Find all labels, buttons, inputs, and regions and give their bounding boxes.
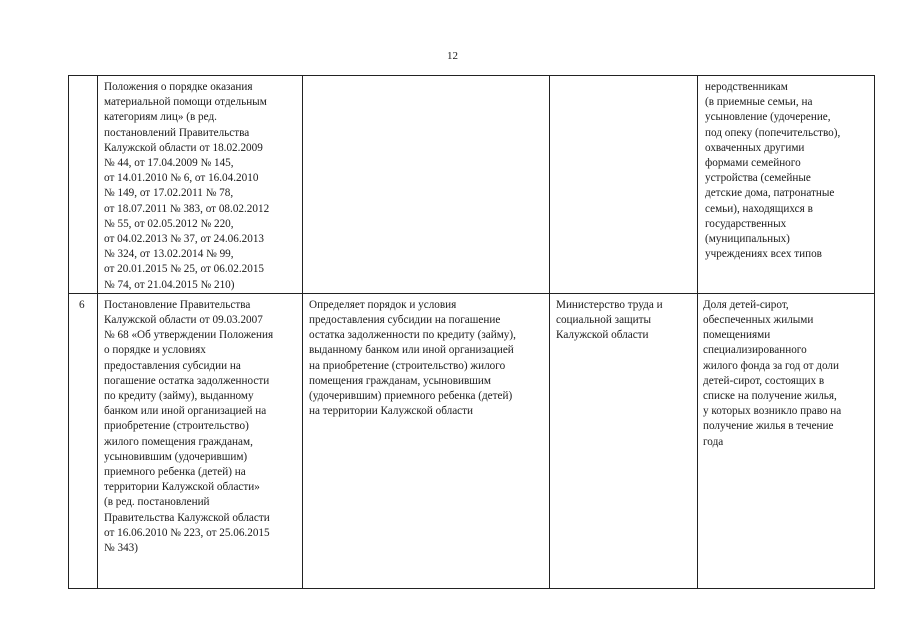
indicator-line: (в приемные семьи, на [705, 96, 813, 109]
executor-cell [550, 76, 698, 294]
indicator-line: списке на получение жилья, [703, 390, 837, 403]
description-line: остатка задолженности по кредиту (займу), [309, 329, 516, 342]
document-line: № 68 «Об утверждении Положения [104, 329, 274, 342]
indicator-line: усыновление (удочерение, [705, 111, 831, 124]
document-line: территории Калужской области» [104, 481, 260, 494]
description-line: (удочерившим) приемного ребенка (детей) [309, 390, 513, 403]
document-line: от 18.07.2011 № 383, от 08.02.2012 [104, 202, 270, 215]
description-line: выданному банком или иной организацией [309, 344, 514, 357]
document-line: Калужской области от 09.03.2007 [104, 314, 263, 327]
document-line: предоставления субсидии на [104, 359, 241, 372]
document-line: от 04.02.2013 № 37, от 24.06.2013 [104, 233, 265, 246]
document-line: погашение остатка задолженности [104, 374, 270, 387]
document-line: банком или иной организацией на [104, 405, 267, 418]
document-line: о порядке и условиях [104, 344, 206, 357]
table-row [69, 293, 875, 588]
programs-table [68, 75, 875, 589]
document-line: категориям лиц» (в ред. [104, 111, 217, 124]
table-body [69, 76, 875, 589]
indicator-line: под опеку (попечительство), [705, 126, 841, 139]
indicator-line: учреждениях всех типов [705, 248, 822, 261]
document-cell [98, 293, 303, 588]
row-number-cell [69, 293, 98, 588]
indicator-cell [698, 293, 875, 588]
document-line: № 324, от 13.02.2014 № 99, [104, 248, 234, 261]
executor-line: социальной защиты [556, 314, 652, 327]
table-row [69, 76, 875, 294]
indicator-line: детей-сирот, состоящих в [703, 374, 825, 387]
document-line: № 343) [104, 542, 138, 555]
document-line: усыновившим (удочерившим) [104, 450, 248, 463]
indicator-cell [698, 76, 875, 294]
description-line: на приобретение (строительство) жилого [309, 359, 506, 372]
description-cell [303, 293, 550, 588]
executor-line: Калужской области [556, 329, 649, 342]
document-line: (в ред. постановлений [104, 496, 210, 509]
description-line: на территории Калужской области [309, 405, 474, 418]
document-line: от 14.01.2010 № 6, от 16.04.2010 [104, 172, 259, 185]
executor-line: Министерство труда и [556, 298, 663, 311]
document-line: Калужской области от 18.02.2009 [104, 141, 263, 154]
description-line: предоставления субсидии на погашение [309, 314, 501, 327]
document-line: материальной помощи отдельным [104, 96, 267, 109]
executor-cell [550, 293, 698, 588]
indicator-line: жилого фонда за год от доли [703, 359, 839, 372]
document-line: от 16.06.2010 № 223, от 25.06.2015 [104, 526, 270, 539]
indicator-line: обеспеченных жилыми [703, 314, 814, 327]
indicator-line: устройства (семейные [705, 172, 811, 185]
document-line: Постановление Правительства [104, 298, 251, 311]
document-line: Положения о порядке оказания [104, 81, 253, 93]
indicator-line: у которых возникло право на [703, 405, 842, 418]
indicator-line: семьи), находящихся в [705, 202, 813, 215]
indicator-line: (муниципальных) [705, 233, 790, 246]
indicator-line: специализированного [703, 344, 807, 357]
document-line: приемного ребенка (детей) на [104, 466, 246, 479]
description-line: помещения гражданам, усыновившим [309, 374, 491, 387]
document-cell [98, 76, 303, 294]
indicator-line: получение жилья в течение [703, 420, 834, 433]
indicator-line: помещениями [703, 329, 771, 342]
document-line: № 74, от 21.04.2015 № 210) [104, 278, 235, 291]
row-number-cell [69, 76, 98, 294]
description-cell [303, 76, 550, 294]
document-line: № 55, от 02.05.2012 № 220, [104, 217, 234, 230]
document-line: Правительства Калужской области [104, 511, 270, 524]
description-line: Определяет порядок и условия [309, 298, 457, 311]
indicator-line: государственных [705, 217, 787, 230]
document-line: приобретение (строительство) [104, 420, 249, 433]
indicator-line: формами семейного [705, 157, 801, 170]
document-line: по кредиту (займу), выданному [104, 390, 254, 403]
document-line: от 20.01.2015 № 25, от 06.02.2015 [104, 263, 265, 276]
indicator-line: неродственникам [705, 81, 788, 93]
document-line: № 149, от 17.02.2011 № 78, [104, 187, 234, 200]
indicator-line: детские дома, патронатные [705, 187, 835, 200]
page-number: 12 [447, 50, 458, 62]
document-line: жилого помещения гражданам, [104, 435, 253, 448]
indicator-line: охваченных другими [705, 141, 805, 154]
row-number: 6 [79, 298, 85, 311]
document-line: № 44, от 17.04.2009 № 145, [104, 157, 234, 170]
indicator-line: Доля детей-сирот, [703, 298, 789, 311]
document-line: постановлений Правительства [104, 126, 250, 139]
indicator-line: года [703, 435, 724, 448]
